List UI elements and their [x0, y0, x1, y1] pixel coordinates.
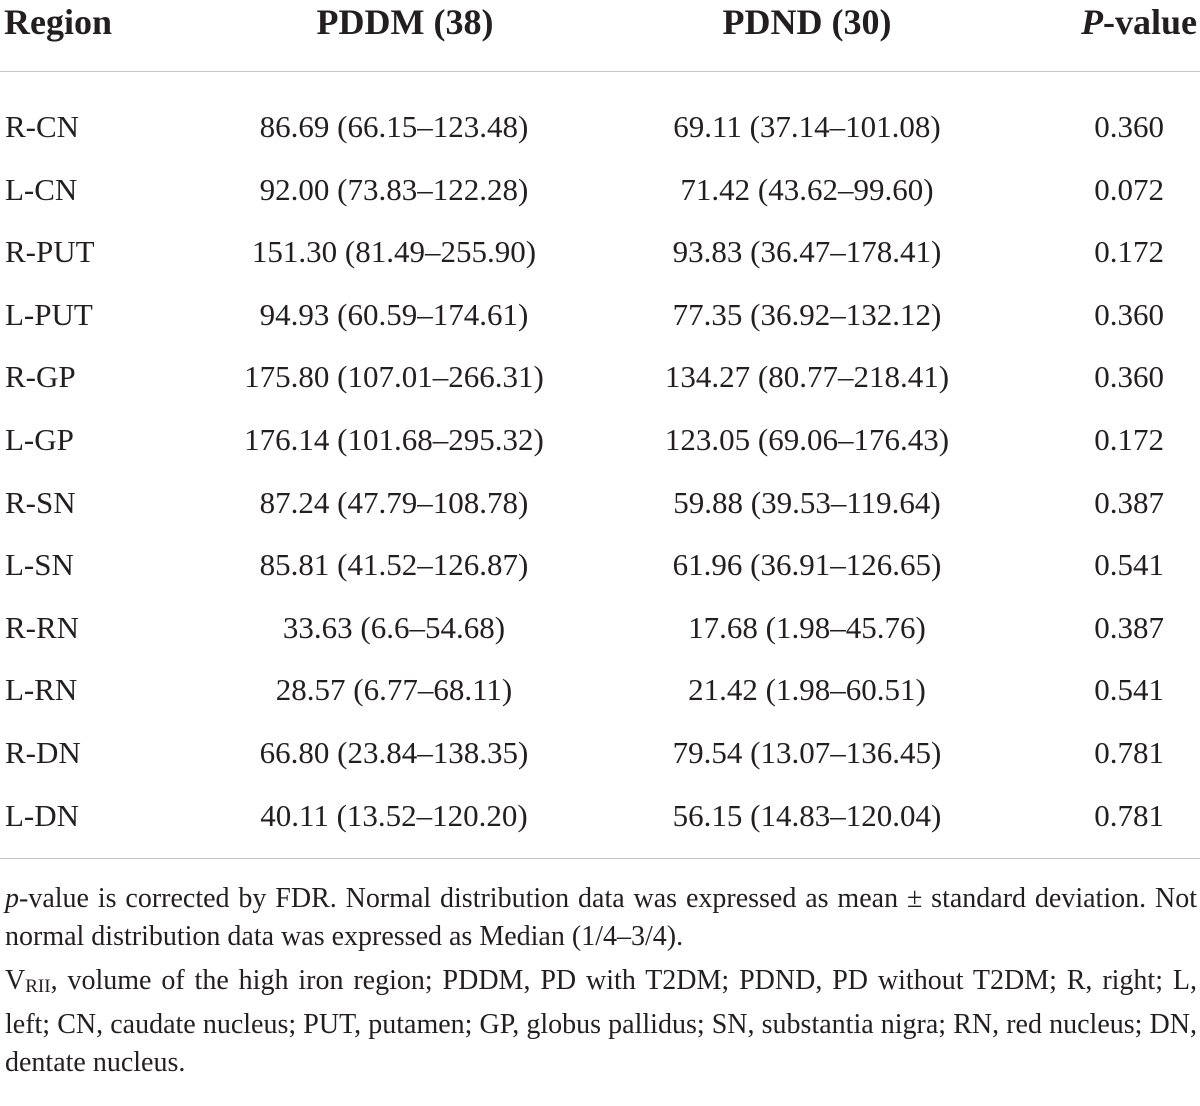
cell-region: L-SN — [5, 547, 74, 583]
table-row — [0, 409, 1200, 472]
footnote-p-italic: p — [5, 883, 19, 914]
cell-pdnd: 17.68 (1.98–45.76) — [688, 609, 926, 645]
table-row — [0, 659, 1200, 722]
header-pdnd: PDND (30) — [722, 2, 892, 42]
header-pvalue — [1081, 0, 1197, 44]
cell-pddm: 151.30 (81.49–255.90) — [251, 234, 537, 270]
cell-pvalue: 0.360 — [1094, 359, 1164, 395]
cell-region: L-PUT — [5, 296, 93, 332]
cell-pddm: 28.57 (6.77–68.11) — [275, 672, 513, 708]
table-footnotes — [5, 880, 1197, 1082]
cell-pdnd: 71.42 (43.62–99.60) — [680, 171, 934, 207]
table-row — [0, 96, 1200, 159]
cell-pddm: 92.00 (73.83–122.28) — [259, 171, 529, 207]
cell-region: R-DN — [5, 734, 81, 770]
footnote-abbreviations — [5, 962, 1197, 1082]
footnote-v-subscript: RII — [25, 976, 51, 997]
cell-pdnd: 134.27 (80.77–218.41) — [664, 359, 950, 395]
header-region: Region — [4, 2, 112, 42]
table-row — [0, 597, 1200, 660]
cell-pddm: 94.93 (60.59–174.61) — [259, 296, 529, 332]
cell-pddm: 85.81 (41.52–126.87) — [259, 547, 529, 583]
cell-region: R-GP — [5, 359, 76, 395]
header-divider — [0, 71, 1200, 72]
table-row — [0, 785, 1200, 848]
cell-pddm: 66.80 (23.84–138.35) — [259, 734, 529, 770]
cell-pdnd: 56.15 (14.83–120.04) — [672, 797, 942, 833]
cell-region: L-GP — [5, 421, 74, 457]
cell-pddm: 175.80 (107.01–266.31) — [244, 359, 544, 395]
cell-pvalue: 0.387 — [1094, 484, 1164, 520]
cell-pdnd: 77.35 (36.92–132.12) — [672, 296, 942, 332]
table-row — [0, 284, 1200, 347]
cell-region: L-CN — [5, 171, 78, 207]
cell-pvalue: 0.360 — [1094, 296, 1164, 332]
footnote-pvalue-text: -value is corrected by FDR. Normal distribution data was expressed as mean ± standard deviation. Not normal distribution data was expressed as Median (1/4–3/4). — [5, 883, 1197, 952]
cell-pdnd: 79.54 (13.07–136.45) — [672, 734, 942, 770]
table-row — [0, 221, 1200, 284]
cell-pdnd: 69.11 (37.14–101.08) — [673, 109, 941, 144]
table-row — [0, 722, 1200, 785]
table-row — [0, 159, 1200, 222]
table-row — [0, 472, 1200, 535]
cell-pdnd: 61.96 (36.91–126.65) — [672, 547, 942, 583]
cell-region: L-RN — [5, 672, 78, 708]
table-row — [0, 346, 1200, 409]
cell-pddm: 40.11 (13.52–120.20) — [260, 797, 528, 833]
cell-pdnd: 123.05 (69.06–176.43) — [664, 421, 950, 457]
cell-pdnd: 93.83 (36.47–178.41) — [672, 234, 942, 270]
header-pvalue-italic: P — [1081, 2, 1103, 42]
footnote-abbreviations-text: , volume of the high iron region; PDDM, PD with T2DM; PDND, PD without T2DM; R, right; L, left; CN, caudate nucleus; PUT, putamen; GP, globus pallidus; SN, substantia nigra; RN, red nucleus; DN, dentate nucleus. — [5, 965, 1197, 1078]
cell-pvalue: 0.072 — [1094, 171, 1164, 207]
cell-region: R-RN — [5, 609, 80, 645]
cell-pddm: 176.14 (101.68–295.32) — [244, 421, 544, 457]
cell-pvalue: 0.541 — [1094, 547, 1164, 583]
cell-pvalue: 0.781 — [1094, 797, 1164, 833]
cell-region: R-CN — [5, 109, 80, 144]
footnote-v-letter: V — [5, 965, 26, 996]
table-header-row — [0, 0, 1200, 44]
cell-pvalue: 0.172 — [1094, 421, 1164, 457]
cell-region: R-SN — [5, 484, 76, 520]
header-pddm: PDDM (38) — [316, 2, 494, 42]
cell-pvalue: 0.541 — [1094, 672, 1164, 708]
cell-pvalue: 0.172 — [1094, 234, 1164, 270]
cell-pddm: 87.24 (47.79–108.78) — [259, 484, 529, 520]
cell-region: R-PUT — [5, 234, 95, 270]
cell-region: L-DN — [5, 797, 80, 833]
footer-divider — [0, 858, 1200, 859]
cell-pvalue: 0.360 — [1094, 109, 1164, 144]
header-pvalue-rest: -value — [1103, 2, 1197, 42]
table-body — [0, 96, 1200, 847]
footnote-pvalue — [5, 880, 1197, 956]
cell-pdnd: 59.88 (39.53–119.64) — [673, 484, 941, 520]
cell-pdnd: 21.42 (1.98–60.51) — [688, 672, 926, 708]
cell-pvalue: 0.387 — [1094, 609, 1164, 645]
cell-pvalue: 0.781 — [1094, 734, 1164, 770]
cell-pddm: 33.63 (6.6–54.68) — [282, 609, 506, 645]
cell-pddm: 86.69 (66.15–123.48) — [259, 109, 529, 144]
table-row — [0, 534, 1200, 597]
